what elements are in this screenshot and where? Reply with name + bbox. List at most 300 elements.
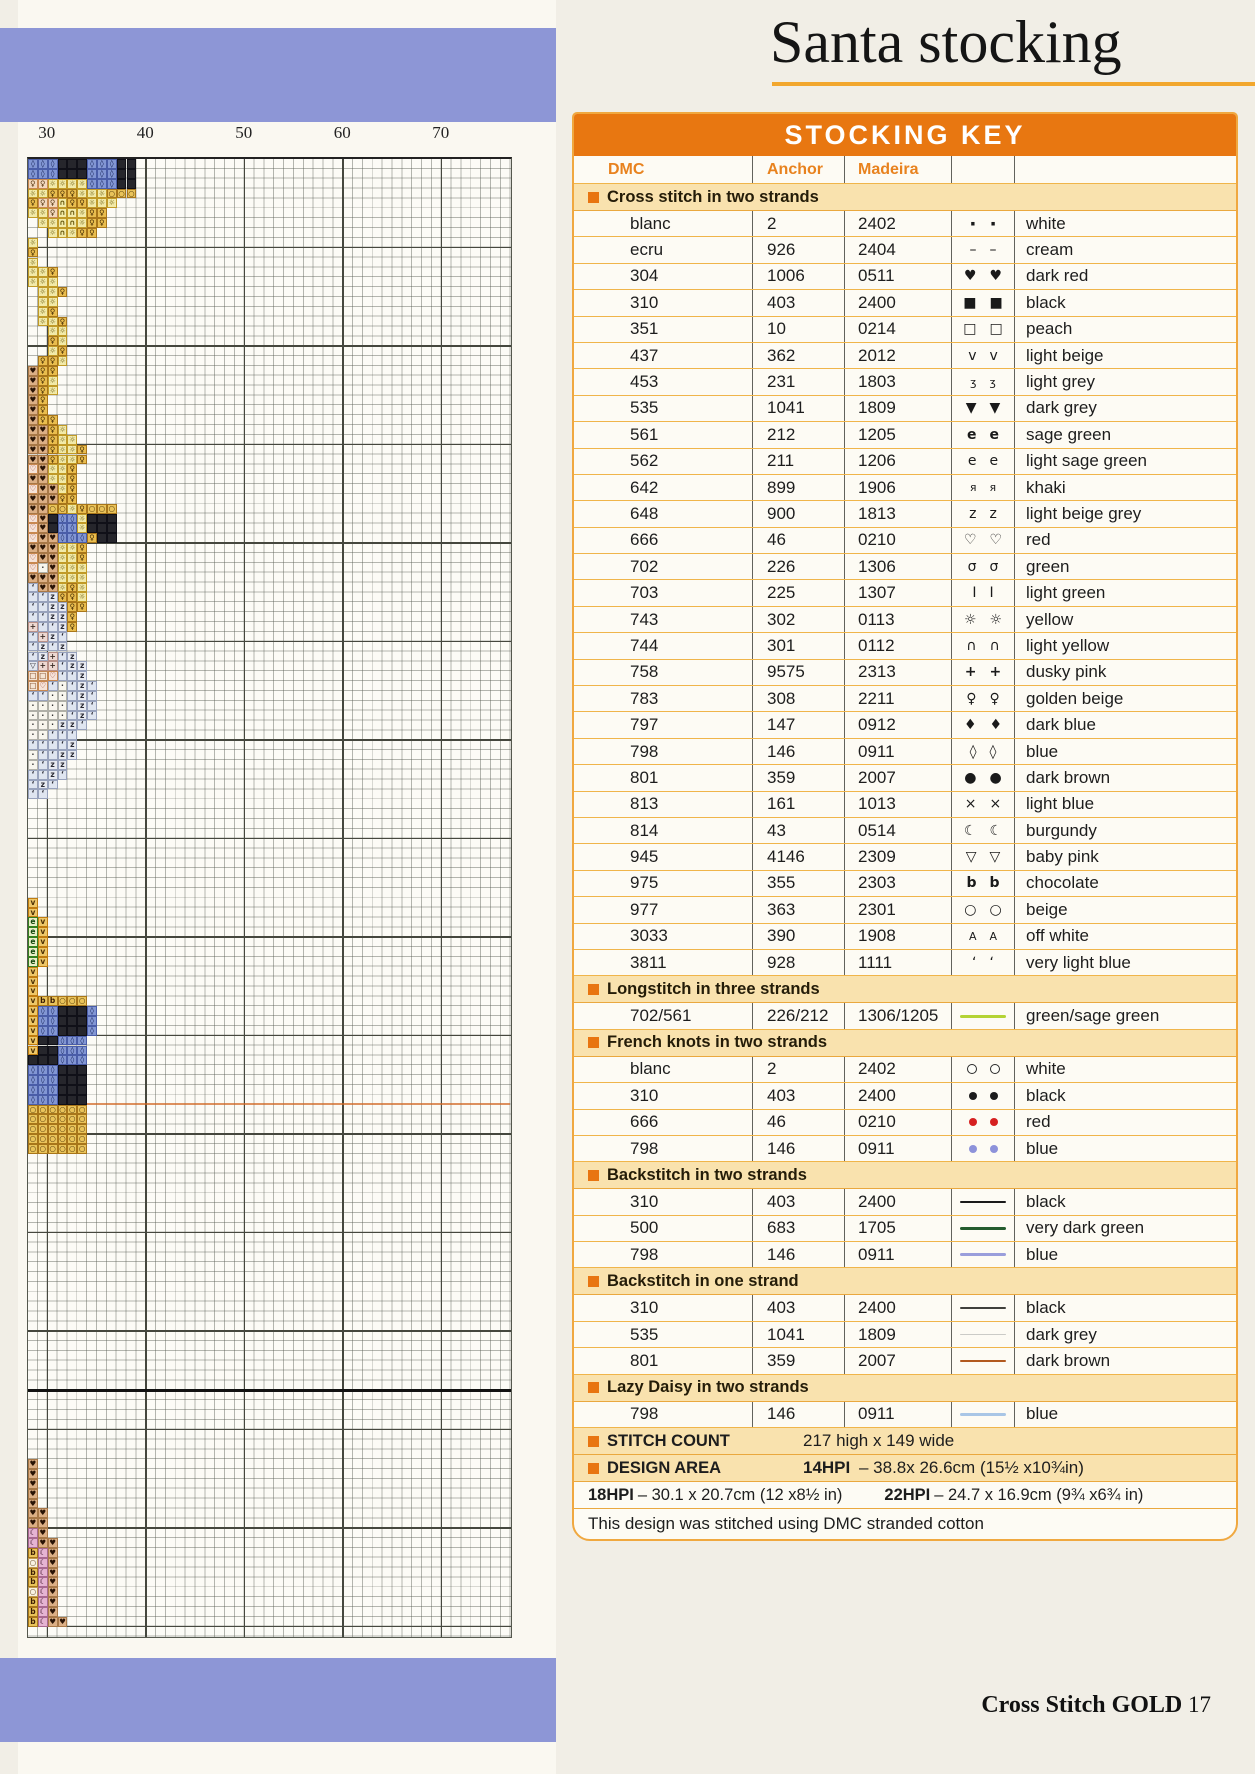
key-desc: light sage green (1026, 451, 1147, 471)
chart-cell: ʻ (67, 701, 77, 711)
key-desc: golden beige (1026, 688, 1124, 708)
key-section-label: Lazy Daisy in two strands (607, 1378, 809, 1397)
key-row (574, 660, 1236, 686)
key-row (574, 686, 1236, 712)
key-anchor: 226/212 (753, 1003, 845, 1028)
chart-cell: z (77, 691, 87, 701)
chart-cell: ◊ (87, 159, 97, 169)
chart-cell: b (28, 1577, 38, 1587)
grid-major-line (28, 641, 511, 643)
chart-cell: ♥ (49, 1557, 56, 1567)
chart-cell: ♀ (48, 415, 58, 425)
chart-cell: ♡ (39, 681, 47, 691)
chart-cell: ☾ (29, 1538, 37, 1547)
key-col-anchor: Anchor (753, 156, 845, 183)
stitch-line-swatch (960, 1015, 1006, 1018)
grid-major-line (28, 936, 511, 938)
chart-cell: ♀ (77, 445, 87, 455)
key-anchor: 161 (753, 792, 845, 817)
chart-cell: z (77, 701, 87, 711)
chart-cell: ◊ (38, 1075, 48, 1085)
chart-cell: ☼ (59, 178, 66, 188)
key-desc: dark grey (1026, 398, 1097, 418)
chart-cell: ☼ (68, 434, 76, 444)
key-desc: blue (1026, 1244, 1059, 1264)
key-row (574, 554, 1236, 580)
key-madeira: 1809 (845, 396, 952, 421)
chart-cell (67, 1095, 77, 1105)
key-madeira: 2402 (845, 1057, 952, 1082)
stitch-chart-grid (27, 157, 512, 1638)
chart-cell: ♀ (67, 622, 77, 632)
chart-cell: ♀ (97, 218, 107, 228)
chart-cell: ☼ (59, 336, 66, 346)
key-madeira: 1813 (845, 501, 952, 526)
chart-cell: ∩ (69, 218, 76, 228)
chart-cell: ♀ (38, 415, 48, 425)
key-anchor: 226 (753, 554, 845, 579)
chart-cell: ♥ (49, 1538, 56, 1547)
key-dmc: 945 (574, 844, 753, 869)
chart-cell: ♥ (49, 1616, 56, 1626)
key-dmc: 535 (574, 396, 753, 421)
orange-square-icon (588, 1276, 599, 1287)
key-dmc: 975 (574, 871, 753, 896)
chart-cell: ♥ (39, 533, 47, 543)
chart-cell: ♥ (49, 553, 56, 562)
key-row (574, 1242, 1236, 1268)
chart-cell: ♥ (29, 365, 37, 375)
stitch-line-swatch (960, 1253, 1006, 1256)
chart-cell: ◊ (38, 1006, 48, 1016)
key-anchor: 146 (753, 1402, 845, 1427)
key-row (574, 501, 1236, 527)
orange-square-icon (588, 1436, 599, 1447)
key-row (574, 449, 1236, 475)
chart-cell: · (58, 691, 68, 701)
key-madeira: 1306 (845, 554, 952, 579)
stitch-symbol: ♡ (989, 532, 1003, 549)
key-symbol (952, 1083, 1015, 1108)
chart-cell: z (48, 612, 58, 622)
chart-cell: ♥ (49, 533, 56, 543)
chart-cell: ☼ (49, 218, 56, 228)
stitch-symbol: × (964, 796, 977, 813)
chart-cell: z (38, 642, 48, 652)
design-edge-line (28, 1389, 511, 1392)
chart-cell: ʻ (38, 691, 48, 701)
chart-cell: ◊ (67, 533, 77, 543)
key-row (574, 1057, 1236, 1083)
chart-cell: ○ (69, 1144, 76, 1153)
chart-cell: ♥ (49, 543, 56, 553)
chart-cell: z (58, 750, 68, 760)
stitch-symbol: ☾ (989, 822, 1003, 839)
chart-cell: ♀ (87, 218, 97, 228)
chart-cell: ☼ (39, 296, 47, 306)
orange-square-icon (588, 192, 599, 203)
chart-cell: ☼ (78, 572, 86, 582)
chart-cell: ○ (78, 1114, 86, 1124)
key-anchor: 146 (753, 1136, 845, 1161)
key-desc: dark grey (1026, 1324, 1097, 1344)
chart-cell: ♥ (39, 444, 47, 454)
chart-cell: · (38, 563, 48, 573)
orange-square-icon (588, 1037, 599, 1048)
key-anchor: 403 (753, 1083, 845, 1108)
key-dmc: ecru (574, 237, 753, 262)
key-row (574, 211, 1236, 237)
key-symbol (952, 237, 1015, 262)
chart-cell (67, 1026, 77, 1036)
chart-cell: ☼ (49, 346, 56, 356)
page-number: 17 (1188, 1692, 1211, 1717)
key-symbol (952, 580, 1015, 605)
stitch-line-swatch (960, 1360, 1006, 1362)
chart-cell: ʻ (28, 652, 38, 662)
key-madeira: 0210 (845, 528, 952, 553)
key-madeira: 1803 (845, 369, 952, 394)
chart-cell: ♀ (67, 474, 77, 484)
chart-cell: v (28, 1016, 38, 1026)
chart-cell: ♀ (87, 533, 97, 543)
key-desc: peach (1026, 319, 1073, 339)
chart-cell: ◊ (87, 179, 97, 189)
chart-cell: z (48, 592, 58, 602)
key-anchor: 363 (753, 897, 845, 922)
chart-cell: ♥ (29, 572, 37, 582)
key-desc: black (1026, 292, 1066, 312)
grid-major-line (145, 159, 147, 1637)
chart-cell: e (28, 947, 38, 957)
chart-cell: ☼ (59, 356, 66, 365)
stitch-symbol: ● (964, 769, 977, 786)
key-dmc: 642 (574, 475, 753, 500)
chart-cell: ☼ (29, 188, 37, 198)
key-madeira: 0911 (845, 1242, 952, 1267)
chart-cell: ☼ (59, 543, 66, 553)
stitch-count-label: STITCH COUNT (607, 1431, 730, 1450)
key-row (574, 607, 1236, 633)
stitch-line-swatch (960, 1413, 1006, 1416)
stitch-symbol: □ (963, 321, 977, 338)
chart-cell: ♥ (39, 523, 47, 533)
grid-major-line (342, 159, 344, 1637)
key-madeira: 0912 (845, 712, 952, 737)
key-row (574, 1295, 1236, 1321)
chart-cell (107, 514, 117, 524)
chart-cell: ♥ (39, 493, 47, 503)
chart-cell (38, 1055, 48, 1065)
chart-cell: ♡ (29, 533, 37, 543)
chart-cell: ♀ (48, 425, 58, 435)
chart-cell: ♀ (77, 553, 87, 563)
chart-cell: ♥ (49, 1606, 56, 1616)
key-symbol (952, 1242, 1015, 1267)
french-knot-dot (990, 1145, 998, 1153)
chart-cell: v (28, 977, 38, 987)
chart-cell: ◊ (58, 523, 68, 533)
chart-cell: ♀ (38, 366, 48, 376)
french-knot-dot (990, 1092, 998, 1100)
stitch-symbol: e (967, 453, 977, 470)
chart-cell (77, 1095, 87, 1105)
chart-cell: ʻ (87, 711, 97, 721)
key-dmc: 797 (574, 712, 753, 737)
chart-cell: v (28, 1046, 38, 1056)
chart-cell (127, 169, 137, 179)
chart-cell: ◊ (77, 1046, 87, 1056)
chart-cell: ♀ (67, 494, 77, 504)
chart-cell: ○ (78, 996, 86, 1006)
key-anchor: 403 (753, 1189, 845, 1214)
chart-cell: ♥ (29, 395, 37, 405)
stitch-symbol: ♥ (989, 268, 1003, 285)
chart-cell: v (38, 937, 48, 947)
chart-cell: z (67, 720, 77, 730)
chart-column-label: 70 (432, 123, 450, 142)
key-col-desc (1015, 156, 1236, 183)
key-desc: very dark green (1026, 1218, 1145, 1238)
stitch-symbol: · (989, 212, 997, 235)
chart-cell (107, 533, 117, 543)
chart-cell (67, 1075, 77, 1085)
chart-cell: ♥ (29, 474, 37, 484)
key-symbol (952, 712, 1015, 737)
key-anchor: 390 (753, 924, 845, 949)
key-symbol (952, 924, 1015, 949)
grid-major-line (28, 1330, 511, 1332)
chart-cell: · (48, 711, 58, 721)
chart-cell: ☼ (78, 178, 86, 188)
chart-cell: ♀ (48, 356, 58, 366)
key-dmc: 783 (574, 686, 753, 711)
grid-major-line (28, 1429, 511, 1431)
chart-cell: ♀ (77, 602, 87, 612)
grid-major-line (441, 159, 443, 1637)
key-row (574, 871, 1236, 897)
stitch-symbol: ■ (963, 294, 977, 311)
chart-cell: · (38, 711, 48, 721)
chart-cell: + (29, 621, 37, 631)
key-dmc: 813 (574, 792, 753, 817)
chart-cell: ○ (59, 996, 66, 1006)
chart-cell: · (58, 701, 68, 711)
chart-cell: ◊ (67, 523, 77, 533)
chart-cell: ʻ (28, 592, 38, 602)
chart-cell: ☼ (29, 267, 37, 277)
stitch-symbol: × (989, 796, 1002, 813)
key-anchor: 308 (753, 686, 845, 711)
key-dmc: 801 (574, 765, 753, 790)
chart-cell: ☼ (78, 208, 86, 218)
stocking-key (572, 112, 1238, 1541)
chart-cell: ♀ (67, 583, 77, 593)
chart-cell: ʻ (28, 770, 38, 780)
chart-cell: ♥ (39, 1528, 47, 1538)
key-anchor: 9575 (753, 660, 845, 685)
chart-cell: ʻ (38, 750, 48, 760)
chart-cell: ◊ (48, 1065, 58, 1075)
chart-cell: b (28, 1617, 38, 1627)
chart-cell: ◊ (48, 1095, 58, 1105)
chart-cell: ☼ (39, 188, 47, 198)
chart-cell: ○ (39, 1104, 47, 1114)
chart-cell: · (28, 720, 38, 730)
chart-cell: ♥ (29, 1488, 37, 1498)
key-anchor: 900 (753, 501, 845, 526)
chart-cell (107, 523, 117, 533)
chart-cell: ○ (78, 1124, 86, 1134)
stitch-symbol: I (989, 585, 994, 602)
chart-cell: z (58, 720, 68, 730)
chart-cell: ☼ (88, 188, 96, 198)
key-desc: baby pink (1026, 847, 1099, 867)
stitch-symbol: ● (989, 769, 1002, 786)
stitch-symbol: A (989, 929, 998, 943)
chart-cell: ○ (69, 1124, 76, 1134)
chart-cell: ▽ (28, 661, 38, 671)
chart-cell: ʻ (48, 681, 58, 691)
key-symbol (952, 475, 1015, 500)
key-dmc: 702/561 (574, 1003, 753, 1028)
chart-cell: v (28, 1006, 38, 1016)
chart-cell: ♀ (87, 228, 97, 238)
orange-square-icon (588, 1382, 599, 1393)
chart-cell (48, 514, 58, 524)
chart-cell: z (77, 681, 87, 691)
chart-cell: ♀ (48, 307, 58, 317)
key-row (574, 264, 1236, 290)
chart-cell: v (38, 917, 48, 927)
key-anchor: 4146 (753, 844, 845, 869)
chart-cell: ♥ (39, 1518, 47, 1528)
chart-cell: ʻ (28, 632, 38, 642)
key-section-header (574, 1030, 1236, 1057)
chart-cell: ♀ (48, 198, 58, 208)
chart-cell (97, 533, 107, 543)
key-row (574, 343, 1236, 369)
chart-cell: ♀ (58, 189, 68, 199)
chart-cell: ☼ (108, 198, 116, 208)
stitch-symbol: ♡ (963, 532, 977, 549)
chart-cell: ♥ (49, 1587, 56, 1597)
backstitch-line (81, 1103, 510, 1105)
key-madeira: 0113 (845, 607, 952, 632)
chart-cell: ♥ (39, 1508, 47, 1518)
chart-cell: ☼ (29, 277, 37, 287)
key-anchor: 403 (753, 1295, 845, 1320)
chart-cell: ♥ (29, 543, 37, 553)
chart-cell: ☼ (49, 316, 56, 326)
stitch-symbol: ʻ (989, 954, 994, 971)
chart-cell: ♡ (29, 513, 37, 523)
chart-cell: ☼ (39, 287, 47, 297)
chart-cell: ʻ (58, 671, 68, 681)
chart-cell: ○ (128, 188, 135, 198)
chart-cell: ☼ (49, 277, 56, 287)
stitch-symbol: ♥ (963, 268, 977, 285)
chart-cell: ♥ (49, 582, 56, 592)
chart-cell (38, 1046, 48, 1056)
chart-cell: ○ (78, 1104, 86, 1114)
key-section-header (574, 184, 1236, 211)
chart-cell (67, 1065, 77, 1075)
key-desc: dark brown (1026, 1350, 1111, 1370)
stitch-symbol: σ (989, 558, 999, 575)
stitch-line-swatch (960, 1201, 1006, 1204)
chart-cell: ◊ (38, 1095, 48, 1105)
chart-cell: ☼ (49, 227, 56, 237)
chart-cell: ◊ (87, 1006, 97, 1016)
chart-cell: ♀ (48, 455, 58, 465)
key-desc: dark brown (1026, 767, 1111, 787)
chart-cell: ♥ (39, 464, 47, 474)
chart-cell: ◊ (67, 1036, 77, 1046)
key-anchor: 359 (753, 1348, 845, 1373)
stitch-symbol: ○ (989, 901, 1002, 918)
chart-cell: ☼ (59, 562, 66, 572)
chart-cell (87, 514, 97, 524)
chart-cell: ʻ (48, 740, 58, 750)
chart-cell: ʻ (58, 632, 68, 642)
chart-cell: z (67, 661, 77, 671)
chart-cell: ☼ (49, 296, 56, 306)
chart-cell: v (28, 898, 38, 908)
chart-cell: ◊ (77, 1055, 87, 1065)
key-madeira: 1307 (845, 580, 952, 605)
french-knot-dot (967, 1064, 977, 1074)
key-symbol (952, 765, 1015, 790)
chart-cell: · (28, 750, 38, 760)
key-madeira: 2400 (845, 1083, 952, 1108)
chart-cell: ♀ (58, 317, 68, 327)
key-anchor: 231 (753, 369, 845, 394)
chart-cell: ∩ (69, 208, 76, 218)
stitch-symbol: ☼ (989, 611, 1003, 628)
key-row (574, 924, 1236, 950)
chart-cell: · (38, 720, 48, 730)
chart-cell: ʻ (38, 760, 48, 770)
chart-cell (67, 1016, 77, 1026)
key-row (574, 765, 1236, 791)
chart-cell: ◊ (97, 179, 107, 189)
chart-cell: ♀ (38, 405, 48, 415)
bottom-band (0, 1658, 556, 1742)
key-madeira: 1205 (845, 422, 952, 447)
chart-cell: ♀ (67, 189, 77, 199)
chart-cell: ○ (98, 503, 106, 513)
chart-cell: ∩ (59, 227, 66, 237)
stitch-symbol: ☾ (963, 822, 977, 839)
grid-major-line (28, 444, 511, 446)
key-dmc: 310 (574, 1083, 753, 1108)
chart-cell: z (48, 602, 58, 612)
stitch-line-swatch (960, 1334, 1006, 1336)
key-dmc: 798 (574, 1136, 753, 1161)
chart-cell: ○ (59, 1134, 66, 1144)
chart-cell (77, 159, 87, 169)
chart-cell: ◊ (48, 1075, 58, 1085)
chart-cell: e (28, 957, 38, 967)
chart-cell: ♥ (49, 1597, 56, 1607)
key-madeira: 1705 (845, 1216, 952, 1241)
chart-cell: ☼ (49, 474, 56, 484)
stitch-symbol: ♀ (989, 690, 1000, 707)
chart-cell: ♡ (29, 464, 37, 474)
french-knot-dot (969, 1092, 977, 1100)
chart-cell: e (28, 937, 38, 947)
